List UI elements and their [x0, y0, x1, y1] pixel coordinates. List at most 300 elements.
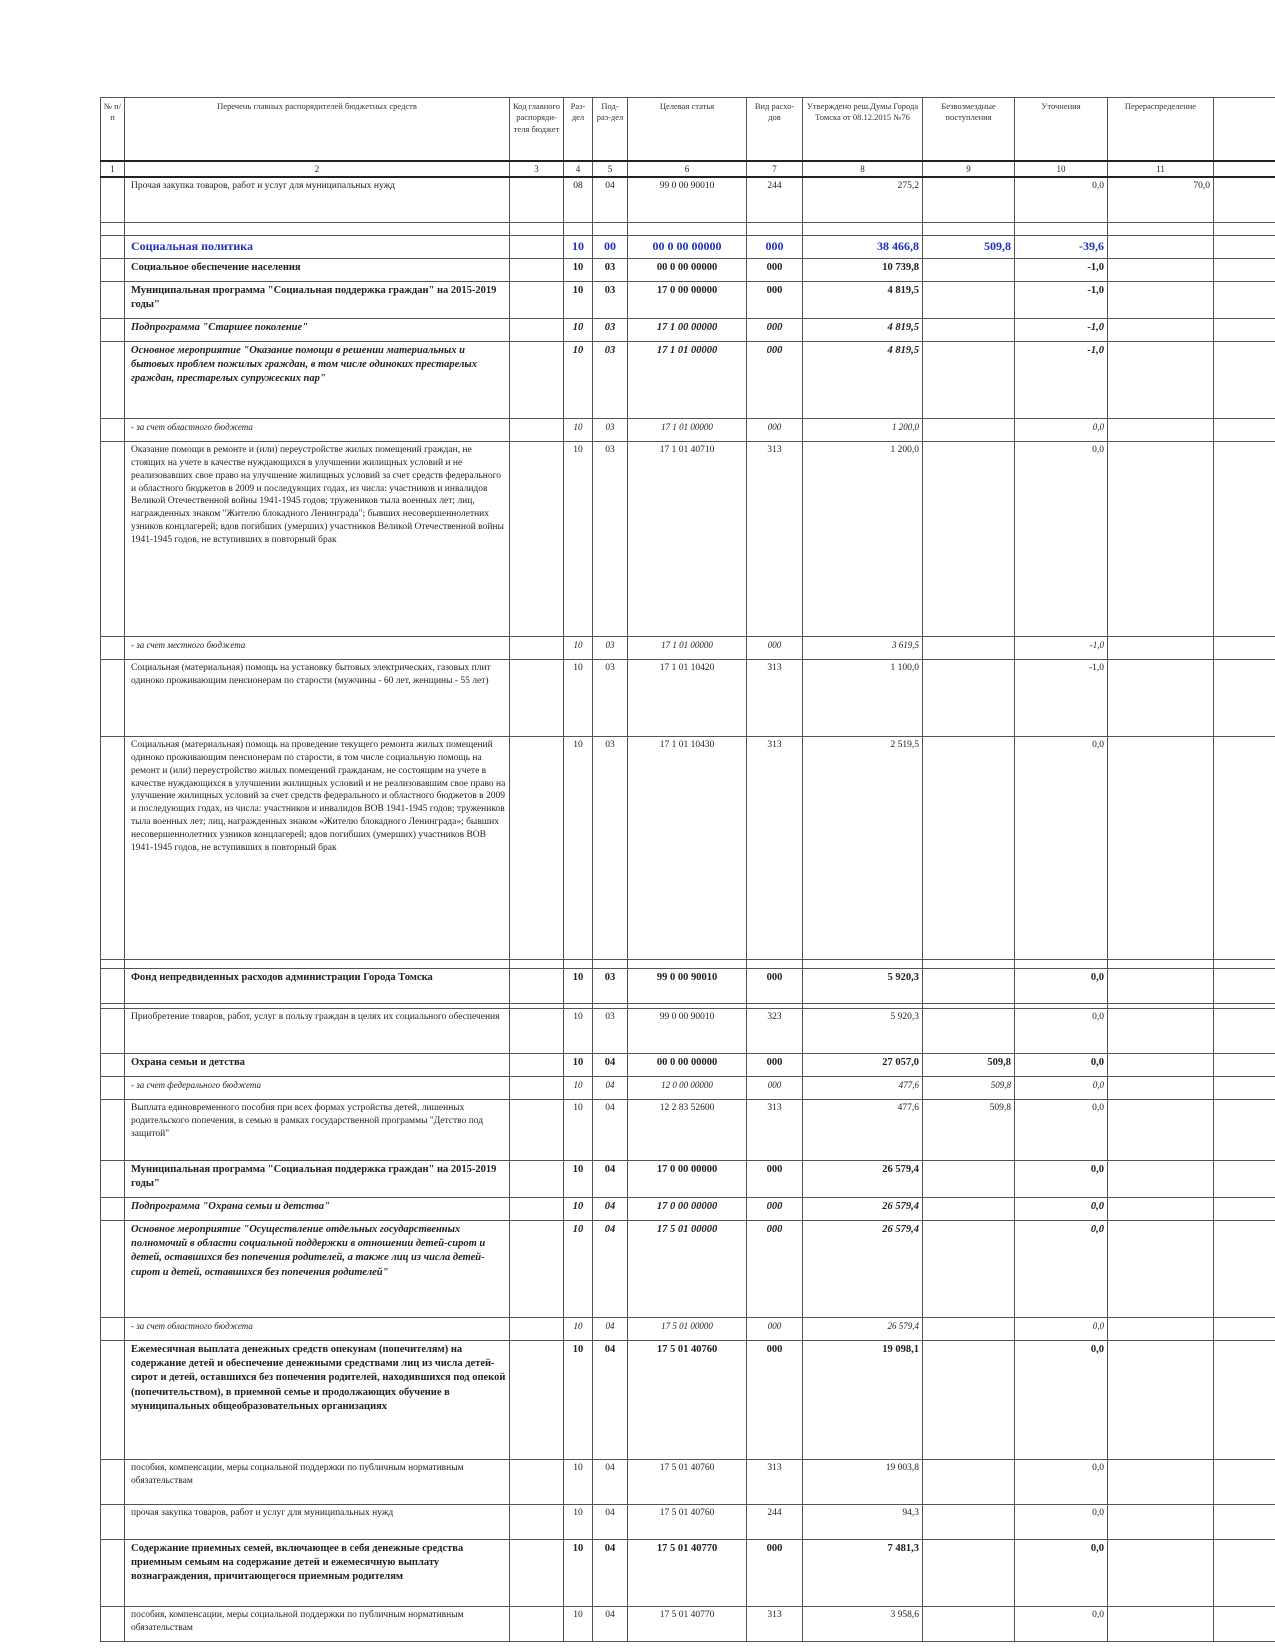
row-free-receipts-cell: [923, 342, 1015, 419]
row-approved-cell: 26 579,4: [803, 1198, 923, 1221]
row-number-cell: [101, 1054, 125, 1077]
row-subsection-cell: 04: [593, 1221, 628, 1318]
row-free-receipts-cell: [923, 1009, 1015, 1054]
row-code-cell: [510, 1341, 564, 1460]
row-name-cell: Оказание помощи в ремонте и (или) переустройстве жилых помещений граждан, не стоящих на учете в качестве нуждающихся в улучшении жилищных условий и не реализовавших свое право на улучшение жилищных условий за счет средств федерального и областного бюджетов в 2009 и последующих годах, из числа: участников и инвалидов Великой Отечественной войны 1941-1945 годов; тружеников тыла военных лет; лиц, награжденных знаком "Жителю блокадного Ленинграда"; бывших несовершеннолетних узников концлагерей; вдов погибших (умерших) участников Великой Отечественной войны 1941-1945 годов, не вступивших в повторный брак: [125, 442, 510, 637]
row-free-receipts-cell: [923, 259, 1015, 282]
row-approved-cell: 4 819,5: [803, 282, 923, 319]
row-adjustment-cell: 0,0: [1015, 1198, 1108, 1221]
row-adjustment-cell: 0,0: [1015, 1077, 1108, 1100]
row-section-cell: 10: [564, 1009, 593, 1054]
table-row: [101, 319, 1275, 342]
row-subsection-cell: 03: [593, 442, 628, 637]
row-name-cell: Основное мероприятие "Осуществление отдельных государственных полномочий в области социальной поддержки в отношении детей-сирот и детей, оставшихся без попечения родителей, а также лиц из числа детей-сирот и детей, оставшихся без попечения родителей": [125, 1221, 510, 1318]
row-extra-cell: [1214, 637, 1275, 660]
row-redistribution-cell: [1108, 1505, 1214, 1540]
row-redistribution-cell: [1108, 660, 1214, 737]
row-extra-cell: [1214, 1100, 1275, 1161]
row-adjustment-cell: 0,0: [1015, 442, 1108, 637]
row-extra-cell: [1214, 177, 1275, 223]
row-subsection-cell: 03: [593, 1009, 628, 1054]
row-number-cell: [101, 236, 125, 259]
row-extra-cell: [1214, 282, 1275, 319]
row-redistribution-cell: [1108, 1540, 1214, 1607]
row-name-cell: пособия, компенсации, меры социальной поддержки по публичным нормативным обязательствам: [125, 1460, 510, 1505]
row-target-item-cell: 17 5 01 40760: [628, 1341, 747, 1460]
row-expense-type-cell: 313: [747, 737, 803, 960]
table-header-row: [101, 98, 1275, 162]
row-redistribution-cell: [1108, 1460, 1214, 1505]
spacer-cell: [510, 223, 564, 236]
row-adjustment-cell: 0,0: [1015, 969, 1108, 1004]
row-free-receipts-cell: [923, 1460, 1015, 1505]
column-number: 2: [125, 161, 510, 177]
row-code-cell: [510, 1100, 564, 1161]
row-free-receipts-cell: 509,8: [923, 1100, 1015, 1161]
row-subsection-cell: 03: [593, 969, 628, 1004]
row-section-cell: 10: [564, 1460, 593, 1505]
row-name-cell: Социальное обеспечение населения: [125, 259, 510, 282]
row-free-receipts-cell: [923, 442, 1015, 637]
row-code-cell: [510, 660, 564, 737]
row-name-cell: - за счет федерального бюджета: [125, 1077, 510, 1100]
spacer-cell: [125, 223, 510, 236]
row-name-cell: Социальная (материальная) помощь на установку бытовых электрических, газовых плит одиноко проживающим пенсионерам по старости (мужчины - 60 лет, женщины - 55 лет): [125, 660, 510, 737]
row-section-cell: 10: [564, 1100, 593, 1161]
row-approved-cell: 1 100,0: [803, 660, 923, 737]
row-free-receipts-cell: 509,8: [923, 1054, 1015, 1077]
row-subsection-cell: 00: [593, 236, 628, 259]
row-subsection-cell: 04: [593, 1054, 628, 1077]
row-name-cell: Социальная (материальная) помощь на проведение текущего ремонта жилых помещений одиноко проживающим пенсионерам по старости, в том числе социальную помощь на ремонт и (или) переустройство жилых помещений гражданам, не состоящим на учете в качестве нуждающихся в улучшении жилищных условий и не реализовавшим свое право на улучшение жилищных условий за счет средств федерального и областного бюджетов в 2009 и последующих годах, из числа: участников и инвалидов ВОВ 1941-1945 годов; тружеников тыла военных лет; лиц, награжденных знаком «Жителю блокадного Ленинграда»; бывших несовершеннолетних узников концлагерей; вдов погибших (умерших) участников ВОВ 1941-1945 годов, не вступивших в повторный брак: [125, 737, 510, 960]
column-number: 5: [593, 161, 628, 177]
row-extra-cell: [1214, 1077, 1275, 1100]
row-extra-cell: [1214, 442, 1275, 637]
row-expense-type-cell: 244: [747, 1505, 803, 1540]
row-code-cell: [510, 1161, 564, 1198]
row-adjustment-cell: -1,0: [1015, 282, 1108, 319]
row-adjustment-cell: -39,6: [1015, 236, 1108, 259]
row-number-cell: [101, 1077, 125, 1100]
table-row: [101, 177, 1275, 223]
column-number: 8: [803, 161, 923, 177]
row-redistribution-cell: [1108, 1341, 1214, 1460]
row-code-cell: [510, 1607, 564, 1642]
row-approved-cell: 7 481,3: [803, 1540, 923, 1607]
row-number-cell: [101, 660, 125, 737]
row-code-cell: [510, 177, 564, 223]
column-number: 7: [747, 161, 803, 177]
row-section-cell: 08: [564, 177, 593, 223]
row-section-cell: 10: [564, 442, 593, 637]
row-number-cell: [101, 419, 125, 442]
column-number: 9: [923, 161, 1015, 177]
row-code-cell: [510, 236, 564, 259]
row-name-cell: пособия, компенсации, меры социальной поддержки по публичным нормативным обязательствам: [125, 1607, 510, 1642]
row-number-cell: [101, 1221, 125, 1318]
row-redistribution-cell: [1108, 1221, 1214, 1318]
row-expense-type-cell: 313: [747, 1100, 803, 1161]
spacer-cell: [593, 223, 628, 236]
row-code-cell: [510, 1540, 564, 1607]
row-code-cell: [510, 419, 564, 442]
row-free-receipts-cell: [923, 1198, 1015, 1221]
row-extra-cell: [1214, 969, 1275, 1004]
row-target-item-cell: 17 1 01 00000: [628, 342, 747, 419]
row-expense-type-cell: 313: [747, 1460, 803, 1505]
row-target-item-cell: 17 0 00 00000: [628, 1198, 747, 1221]
spacer-cell: [564, 223, 593, 236]
row-adjustment-cell: 0,0: [1015, 1460, 1108, 1505]
row-code-cell: [510, 1198, 564, 1221]
row-expense-type-cell: 313: [747, 1607, 803, 1642]
row-target-item-cell: 17 5 01 40760: [628, 1505, 747, 1540]
row-code-cell: [510, 1077, 564, 1100]
row-extra-cell: [1214, 737, 1275, 960]
row-extra-cell: [1214, 319, 1275, 342]
row-subsection-cell: 03: [593, 737, 628, 960]
row-code-cell: [510, 637, 564, 660]
row-number-cell: [101, 1540, 125, 1607]
row-extra-cell: [1214, 1318, 1275, 1341]
row-code-cell: [510, 1460, 564, 1505]
row-free-receipts-cell: [923, 177, 1015, 223]
row-target-item-cell: 17 5 01 00000: [628, 1318, 747, 1341]
row-subsection-cell: 04: [593, 1077, 628, 1100]
spacer-row: [101, 960, 1275, 969]
row-section-cell: 10: [564, 1077, 593, 1100]
row-section-cell: 10: [564, 637, 593, 660]
row-section-cell: 10: [564, 1607, 593, 1642]
header-cell: Вид расхо-дов: [747, 98, 803, 162]
row-approved-cell: 26 579,4: [803, 1221, 923, 1318]
row-expense-type-cell: 000: [747, 1318, 803, 1341]
row-section-cell: 10: [564, 319, 593, 342]
row-redistribution-cell: 70,0: [1108, 177, 1214, 223]
row-code-cell: [510, 969, 564, 1004]
row-target-item-cell: 17 5 01 40770: [628, 1540, 747, 1607]
row-approved-cell: 10 739,8: [803, 259, 923, 282]
row-expense-type-cell: 313: [747, 442, 803, 637]
row-name-cell: Социальная политика: [125, 236, 510, 259]
row-target-item-cell: 00 0 00 00000: [628, 1054, 747, 1077]
row-extra-cell: [1214, 1009, 1275, 1054]
row-adjustment-cell: 0,0: [1015, 1221, 1108, 1318]
header-cell: Раз-дел: [564, 98, 593, 162]
row-number-cell: [101, 282, 125, 319]
row-expense-type-cell: 000: [747, 1221, 803, 1318]
row-adjustment-cell: 0,0: [1015, 1505, 1108, 1540]
row-extra-cell: [1214, 419, 1275, 442]
row-section-cell: 10: [564, 660, 593, 737]
table-row: [101, 969, 1275, 1004]
row-redistribution-cell: [1108, 1198, 1214, 1221]
row-approved-cell: 38 466,8: [803, 236, 923, 259]
row-name-cell: Содержание приемных семей, включающее в себя денежные средства приемным семьям на содержание детей и ежемесячную выплату вознаграждения, причитающегося приемным родителям: [125, 1540, 510, 1607]
row-number-cell: [101, 969, 125, 1004]
spacer-row: [101, 223, 1275, 236]
row-free-receipts-cell: [923, 1540, 1015, 1607]
row-number-cell: [101, 1198, 125, 1221]
row-adjustment-cell: -1,0: [1015, 342, 1108, 419]
row-expense-type-cell: 000: [747, 1540, 803, 1607]
column-number-row: [101, 161, 1275, 177]
row-number-cell: [101, 1009, 125, 1054]
table-row: [101, 1198, 1275, 1221]
row-target-item-cell: 00 0 00 00000: [628, 236, 747, 259]
table-row: [101, 1054, 1275, 1077]
row-name-cell: Фонд непредвиденных расходов администрации Города Томска: [125, 969, 510, 1004]
row-expense-type-cell: 000: [747, 342, 803, 419]
row-free-receipts-cell: [923, 1221, 1015, 1318]
row-number-cell: [101, 1341, 125, 1460]
header-cell: Перераспределение: [1108, 98, 1214, 162]
row-expense-type-cell: 000: [747, 319, 803, 342]
row-adjustment-cell: -1,0: [1015, 259, 1108, 282]
row-extra-cell: [1214, 1198, 1275, 1221]
column-number: 6: [628, 161, 747, 177]
row-subsection-cell: 03: [593, 319, 628, 342]
header-cell: Под-раз-дел: [593, 98, 628, 162]
row-free-receipts-cell: [923, 319, 1015, 342]
row-code-cell: [510, 319, 564, 342]
table-row: [101, 1505, 1275, 1540]
spacer-cell: [101, 223, 125, 236]
row-subsection-cell: 03: [593, 637, 628, 660]
row-name-cell: - за счет местного бюджета: [125, 637, 510, 660]
table-row: [101, 1607, 1275, 1642]
row-section-cell: 10: [564, 1161, 593, 1198]
row-code-cell: [510, 1318, 564, 1341]
row-number-cell: [101, 442, 125, 637]
row-code-cell: [510, 442, 564, 637]
table-row: [101, 419, 1275, 442]
row-subsection-cell: 04: [593, 1318, 628, 1341]
row-number-cell: [101, 259, 125, 282]
row-extra-cell: [1214, 1161, 1275, 1198]
row-number-cell: [101, 1161, 125, 1198]
header-cell: Безвозмездные поступления: [923, 98, 1015, 162]
row-expense-type-cell: 000: [747, 236, 803, 259]
row-extra-cell: [1214, 1221, 1275, 1318]
row-section-cell: 10: [564, 969, 593, 1004]
row-redistribution-cell: [1108, 342, 1214, 419]
row-name-cell: Охрана семьи и детства: [125, 1054, 510, 1077]
spacer-cell: [1214, 960, 1275, 969]
row-expense-type-cell: 000: [747, 637, 803, 660]
row-free-receipts-cell: [923, 1505, 1015, 1540]
spacer-cell: [1108, 223, 1214, 236]
row-redistribution-cell: [1108, 1318, 1214, 1341]
row-target-item-cell: 17 1 01 10430: [628, 737, 747, 960]
row-redistribution-cell: [1108, 442, 1214, 637]
row-expense-type-cell: 000: [747, 1341, 803, 1460]
row-name-cell: - за счет областного бюджета: [125, 1318, 510, 1341]
spacer-cell: [628, 960, 747, 969]
spacer-cell: [101, 960, 125, 969]
row-approved-cell: 477,6: [803, 1077, 923, 1100]
row-redistribution-cell: [1108, 1077, 1214, 1100]
row-code-cell: [510, 1009, 564, 1054]
row-free-receipts-cell: 509,8: [923, 236, 1015, 259]
spacer-cell: [923, 960, 1015, 969]
header-cell: № п/п: [101, 98, 125, 162]
table-body: [101, 177, 1275, 1642]
row-adjustment-cell: 0,0: [1015, 1540, 1108, 1607]
spacer-cell: [803, 223, 923, 236]
budget-table-sheet: [100, 97, 1275, 1642]
row-name-cell: Муниципальная программа "Социальная поддержка граждан" на 2015-2019 годы": [125, 282, 510, 319]
row-subsection-cell: 04: [593, 177, 628, 223]
row-name-cell: Приобретение товаров, работ, услуг в пользу граждан в целях их социального обеспечения: [125, 1009, 510, 1054]
row-approved-cell: 1 200,0: [803, 442, 923, 637]
table-row: [101, 1341, 1275, 1460]
table-row: [101, 660, 1275, 737]
row-free-receipts-cell: [923, 637, 1015, 660]
row-approved-cell: 19 098,1: [803, 1341, 923, 1460]
row-target-item-cell: 99 0 00 90010: [628, 969, 747, 1004]
row-approved-cell: 5 920,3: [803, 969, 923, 1004]
row-extra-cell: [1214, 1540, 1275, 1607]
row-adjustment-cell: 0,0: [1015, 1009, 1108, 1054]
row-free-receipts-cell: [923, 282, 1015, 319]
table-row: [101, 1540, 1275, 1607]
column-number: 1: [101, 161, 125, 177]
table-row: [101, 1318, 1275, 1341]
row-adjustment-cell: 0,0: [1015, 1100, 1108, 1161]
row-approved-cell: 275,2: [803, 177, 923, 223]
row-redistribution-cell: [1108, 419, 1214, 442]
row-number-cell: [101, 1505, 125, 1540]
row-expense-type-cell: 000: [747, 1077, 803, 1100]
row-approved-cell: 1 200,0: [803, 419, 923, 442]
spacer-cell: [1108, 960, 1214, 969]
table-row: [101, 1100, 1275, 1161]
row-free-receipts-cell: [923, 1607, 1015, 1642]
row-free-receipts-cell: [923, 1341, 1015, 1460]
column-number: 10: [1015, 161, 1108, 177]
row-free-receipts-cell: [923, 969, 1015, 1004]
row-adjustment-cell: 0,0: [1015, 1161, 1108, 1198]
row-approved-cell: 27 057,0: [803, 1054, 923, 1077]
row-redistribution-cell: [1108, 737, 1214, 960]
column-number: 11: [1108, 161, 1214, 177]
row-expense-type-cell: 000: [747, 282, 803, 319]
row-name-cell: Подпрограмма "Старшее поколение": [125, 319, 510, 342]
row-approved-cell: 26 579,4: [803, 1318, 923, 1341]
table-row: [101, 342, 1275, 419]
budget-table: [100, 97, 1275, 1642]
row-redistribution-cell: [1108, 282, 1214, 319]
row-free-receipts-cell: [923, 419, 1015, 442]
row-adjustment-cell: 0,0: [1015, 1318, 1108, 1341]
row-extra-cell: [1214, 1054, 1275, 1077]
row-number-cell: [101, 637, 125, 660]
spacer-cell: [1015, 960, 1108, 969]
row-approved-cell: 477,6: [803, 1100, 923, 1161]
column-number: 4: [564, 161, 593, 177]
row-subsection-cell: 04: [593, 1505, 628, 1540]
row-free-receipts-cell: [923, 737, 1015, 960]
row-redistribution-cell: [1108, 1161, 1214, 1198]
row-section-cell: 10: [564, 342, 593, 419]
row-code-cell: [510, 259, 564, 282]
header-cell: Утверждено реш.Думы Города Томска от 08.12.2015 №76: [803, 98, 923, 162]
row-target-item-cell: 17 1 01 00000: [628, 419, 747, 442]
row-number-cell: [101, 1460, 125, 1505]
column-number: 3: [510, 161, 564, 177]
row-extra-cell: [1214, 1341, 1275, 1460]
spacer-cell: [125, 960, 510, 969]
row-section-cell: 10: [564, 1505, 593, 1540]
row-target-item-cell: 17 5 01 40770: [628, 1607, 747, 1642]
row-target-item-cell: 17 5 01 40760: [628, 1460, 747, 1505]
row-target-item-cell: 12 2 83 52600: [628, 1100, 747, 1161]
row-code-cell: [510, 342, 564, 419]
row-target-item-cell: 17 0 00 00000: [628, 1161, 747, 1198]
row-expense-type-cell: 000: [747, 259, 803, 282]
row-extra-cell: [1214, 236, 1275, 259]
table-row: [101, 259, 1275, 282]
row-code-cell: [510, 1505, 564, 1540]
row-section-cell: 10: [564, 259, 593, 282]
row-redistribution-cell: [1108, 259, 1214, 282]
row-target-item-cell: 99 0 00 90010: [628, 1009, 747, 1054]
row-approved-cell: 3 619,5: [803, 637, 923, 660]
row-redistribution-cell: [1108, 1009, 1214, 1054]
header-cell: Перечень главных распорядителей бюджетных средств: [125, 98, 510, 162]
row-adjustment-cell: 0,0: [1015, 419, 1108, 442]
row-redistribution-cell: [1108, 1100, 1214, 1161]
row-subsection-cell: 04: [593, 1607, 628, 1642]
row-target-item-cell: 17 5 01 00000: [628, 1221, 747, 1318]
row-adjustment-cell: 0,0: [1015, 737, 1108, 960]
row-approved-cell: 3 958,6: [803, 1607, 923, 1642]
table-row: [101, 1161, 1275, 1198]
row-extra-cell: [1214, 1460, 1275, 1505]
row-subsection-cell: 04: [593, 1198, 628, 1221]
row-section-cell: 10: [564, 1540, 593, 1607]
row-name-cell: Ежемесячная выплата денежных средств опекунам (попечителям) на содержание детей и обеспечение денежными средствами лиц из числа детей-сирот и детей, оставшихся без попечения родителей, находившихся под опекой (попечительством), в приемной семье и продолжающих обучение в муниципальных общеобразовательных организациях: [125, 1341, 510, 1460]
spacer-cell: [564, 960, 593, 969]
row-name-cell: Подпрограмма "Охрана семьи и детства": [125, 1198, 510, 1221]
table-row: [101, 637, 1275, 660]
row-adjustment-cell: -1,0: [1015, 660, 1108, 737]
row-approved-cell: 2 519,5: [803, 737, 923, 960]
row-target-item-cell: 12 0 00 00000: [628, 1077, 747, 1100]
table-row: [101, 737, 1275, 960]
row-section-cell: 10: [564, 1221, 593, 1318]
row-section-cell: 10: [564, 1198, 593, 1221]
row-section-cell: 10: [564, 282, 593, 319]
row-adjustment-cell: 0,0: [1015, 1341, 1108, 1460]
row-subsection-cell: 03: [593, 660, 628, 737]
table-row: [101, 282, 1275, 319]
row-extra-cell: [1214, 1607, 1275, 1642]
table-row: [101, 1460, 1275, 1505]
row-extra-cell: [1214, 1505, 1275, 1540]
spacer-cell: [510, 960, 564, 969]
row-expense-type-cell: 323: [747, 1009, 803, 1054]
header-cell: Уточнения: [1015, 98, 1108, 162]
spacer-cell: [1015, 223, 1108, 236]
row-extra-cell: [1214, 660, 1275, 737]
row-code-cell: [510, 282, 564, 319]
spacer-cell: [923, 223, 1015, 236]
row-expense-type-cell: 000: [747, 969, 803, 1004]
row-redistribution-cell: [1108, 637, 1214, 660]
table-row: [101, 236, 1275, 259]
